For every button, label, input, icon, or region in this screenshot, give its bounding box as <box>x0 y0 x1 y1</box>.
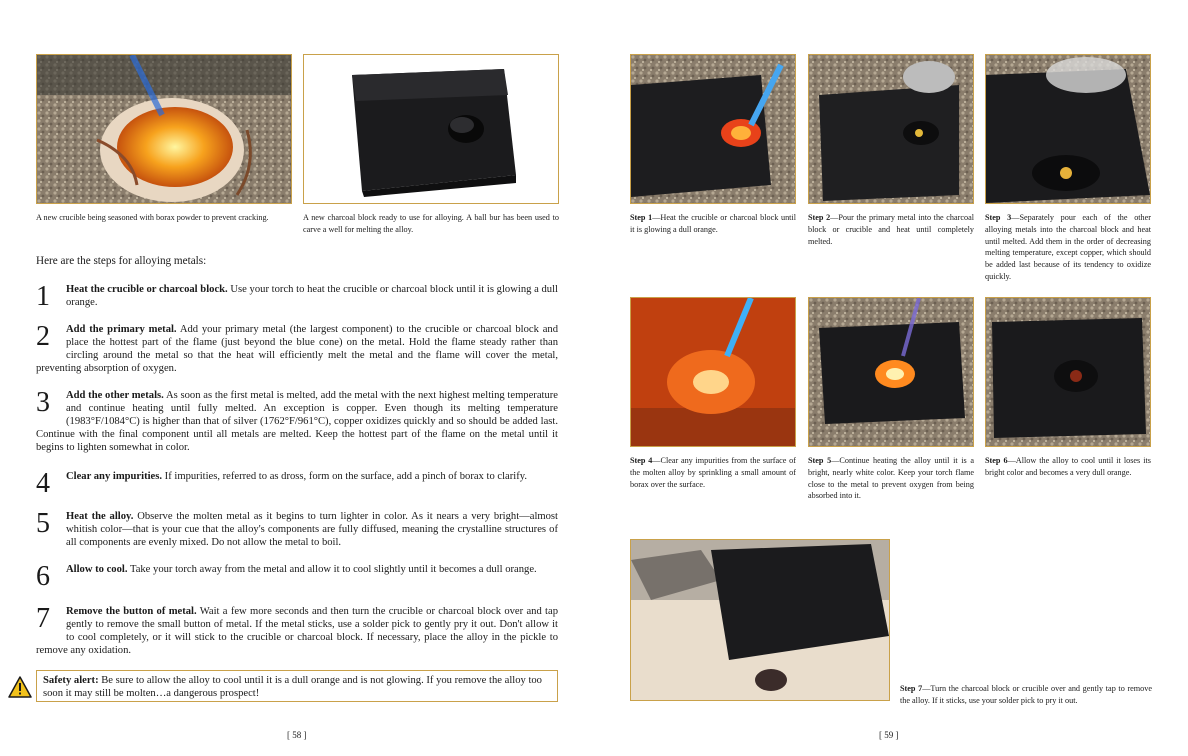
caption-text: —Turn the charcoal block or crucible over and gently tap to remove the alloy. If it sticks, use your solder pick to pry it out. <box>900 684 1152 705</box>
step-lead: Heat the alloy. <box>66 511 134 522</box>
step-lead: Add the primary metal. <box>66 324 177 335</box>
step-lead: Allow to cool. <box>66 564 128 575</box>
caption-lead: Step 5 <box>808 456 832 465</box>
right-page <box>594 0 1188 756</box>
caption-lead: Step 4 <box>630 456 653 465</box>
step-5-caption <box>808 455 974 502</box>
step-number: 5 <box>36 508 50 539</box>
step-lead: Add the other metals. <box>66 390 164 401</box>
step-3 <box>36 389 558 454</box>
caption-text: —Pour the primary metal into the charcoal block or crucible and heat until completely melted. <box>808 213 975 246</box>
step-1-photo <box>630 54 796 204</box>
step-number: 6 <box>36 561 50 592</box>
step-number: 3 <box>36 387 50 418</box>
step-number: 2 <box>36 321 50 352</box>
caption-lead: Step 6 <box>985 456 1008 465</box>
caption-text: —Clear any impurities from the surface of the molten alloy by sprinkling a small amount of borax over the surface. <box>630 456 796 489</box>
page-number-left: [ 58 ] <box>287 730 307 740</box>
crucible-caption: A new crucible being seasoned with borax powder to prevent cracking. <box>36 213 269 222</box>
step-6-photo <box>985 297 1151 447</box>
step-2-caption <box>808 212 974 247</box>
step-text: As soon as the first metal is melted, add the metal with the next highest melting temperature and continue heating until fully melted. An exception is copper. Even though its melting temperature (1983°F/1084°C) is higher than that of silver (1762°F/961°C), copper oxidizes quickly and so should be added last. Continue with the final component until all metals are melted. Keep the hottest part of the flame on the metal until it begins to lighten somewhat in color. <box>36 390 559 453</box>
step-4 <box>36 470 558 497</box>
steps-intro: Here are the steps for alloying metals: <box>36 255 207 267</box>
charcoal-block-photo <box>303 54 559 204</box>
caption-text: —Separately pour each of the other alloying metals into the charcoal block and heat until melted. Add them in the order of decreasing melting temperature, except copper, which should be added last because of its tendency to oxidize quickly. <box>985 213 1152 281</box>
step-3-photo <box>985 54 1151 204</box>
step-text: Wait a few more seconds and then turn the crucible or charcoal block over and tap gently to remove the small button of metal. If the metal sticks, use a solder pick to gently pry it out. Don't allow it to cool completely, or it will stick to the crucible or charcoal block. If necessary, place the alloy in the pickle to remove any oxidation. <box>36 606 559 656</box>
step-text: Add your primary metal (the largest component) to the crucible or charcoal block and place the hottest part of the flame (just beyond the blue cone) on the metal. Hold the flame steady rather than circling around the metal so that the heat will efficiently melt the metal and the flame will cover the metal, preventing absorption of oxygen. <box>36 324 558 374</box>
step-lead: Heat the crucible or charcoal block. <box>66 284 228 295</box>
caption-text: —Heat the crucible or charcoal block until it is glowing a dull orange. <box>630 213 796 234</box>
step-number: 4 <box>36 468 50 499</box>
charcoal-caption: A new charcoal block ready to use for alloying. A ball bur has been used to carve a well for melting the alloy. <box>303 213 559 234</box>
step-text: Use your torch to heat the crucible or charcoal block until it is glowing a dull orange. <box>66 284 558 308</box>
alert-text: Be sure to allow the alloy to cool until it is a dull orange and is not glowing. If you remove the alloy too soon it may still be molten…a dangerous prospect! <box>43 675 542 699</box>
step-2 <box>36 323 558 375</box>
step-1 <box>36 283 558 310</box>
step-5 <box>36 510 558 549</box>
step-text: Observe the molten metal as it begins to turn lighter in color. As it nears a very bright—almost whitish color—that is your cue that the alloy's components are fully diffused, meaning the crystalline structures of all components are evenly mixed. Do not allow the metal to boil. <box>66 511 558 548</box>
caption-text: —Continue heating the alloy until it is a bright, nearly white color. Keep your torch flame close to the metal to prevent oxygen from being absorbed into it. <box>808 456 974 501</box>
step-lead: Clear any impurities. <box>66 471 163 482</box>
step-number: 7 <box>36 603 50 634</box>
step-4-photo <box>630 297 796 447</box>
caption-lead: Step 2 <box>808 213 831 222</box>
step-1-caption <box>630 212 796 236</box>
caption-lead: Step 1 <box>630 213 653 222</box>
safety-alert-box <box>36 670 558 702</box>
step-4-caption <box>630 455 796 490</box>
step-3-caption <box>985 212 1151 283</box>
step-6-caption <box>985 455 1151 479</box>
step-7-caption <box>900 683 1152 707</box>
step-6 <box>36 563 558 590</box>
caption-lead: Step 3 <box>985 213 1012 222</box>
page-number-right: [ 59 ] <box>879 730 899 740</box>
step-7 <box>36 605 558 657</box>
step-number: 1 <box>36 281 50 312</box>
step-7-photo <box>630 539 890 701</box>
crucible-photo <box>36 54 292 204</box>
warning-icon <box>8 676 32 698</box>
alert-lead: Safety alert: <box>43 675 99 686</box>
step-text: Take your torch away from the metal and allow it to cool slightly until it becomes a dull orange. <box>127 564 537 575</box>
caption-text: —Allow the alloy to cool until it loses its bright color and becomes a very dull orange. <box>985 456 1151 477</box>
step-5-photo <box>808 297 974 447</box>
caption-lead: Step 7 <box>900 684 923 693</box>
step-lead: Remove the button of metal. <box>66 606 197 617</box>
step-2-photo <box>808 54 974 204</box>
step-text: If impurities, referred to as dross, form on the surface, add a pinch of borax to clarify. <box>162 471 527 482</box>
